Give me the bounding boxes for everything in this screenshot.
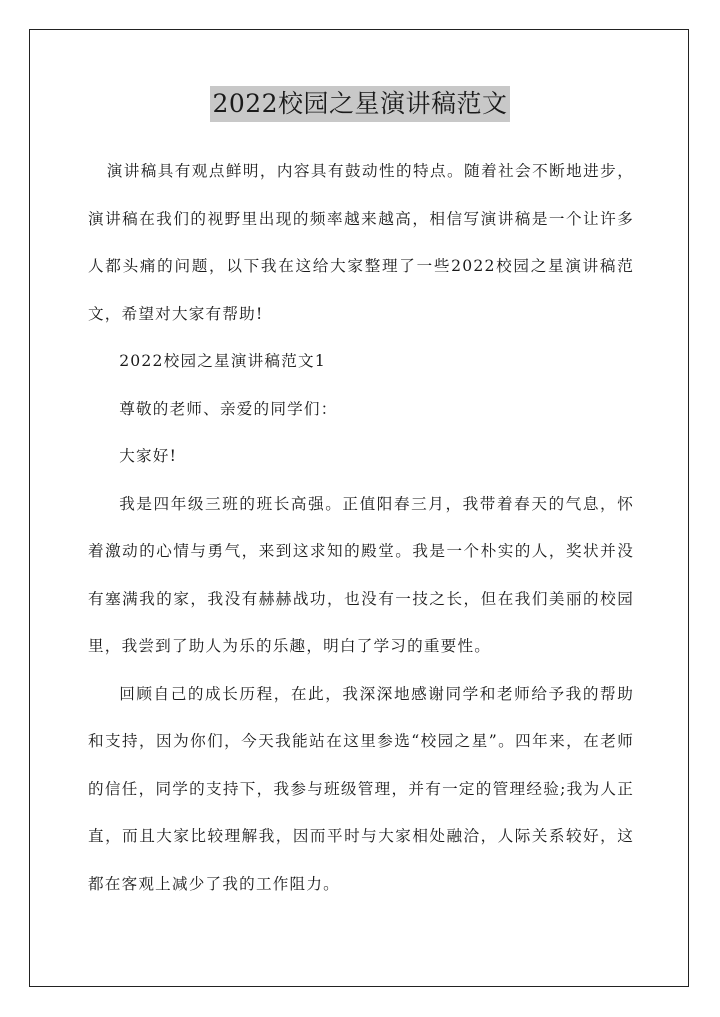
- title-container: [0, 86, 720, 122]
- document-body: [88, 148, 634, 908]
- section-heading: 2022校园之星演讲稿范文1: [119, 352, 326, 370]
- intro-paragraph: 演讲稿具有观点鲜明，内容具有鼓动性的特点。随着社会不断地进步，演讲稿在我们的视野里出现的频率越来越高，相信写演讲稿是一个让许多人都头痛的问题，以下我在这给大家整理了一些2022校园之星演讲稿范文，希望对大家有帮助!: [88, 162, 634, 323]
- body-paragraph: 回顾自己的成长历程，在此，我深深地感谢同学和老师给予我的帮助和支持，因为你们，今天我能站在这里参选“校园之星”。四年来，在老师的信任，同学的支持下，我参与班级管理，并有一定的管理经验;我为人正直，而且大家比较理解我，因而平时与大家相处融洽，人际关系较好，这都在客观上减少了我的工作阻力。: [88, 684, 634, 893]
- document-title: 2022校园之星演讲稿范文: [210, 86, 509, 122]
- body-paragraph: 我是四年级三班的班长高强。正值阳春三月，我带着春天的气息，怀着激动的心情与勇气，来到这求知的殿堂。我是一个朴实的人，奖状并没有塞满我的家，我没有赫赫战功，也没有一技之长，但在我们美丽的校园里，我尝到了助人为乐的乐趣，明白了学习的重要性。: [88, 494, 634, 655]
- greeting: 大家好!: [119, 447, 178, 465]
- salutation: 尊敬的老师、亲爱的同学们：: [119, 399, 338, 418]
